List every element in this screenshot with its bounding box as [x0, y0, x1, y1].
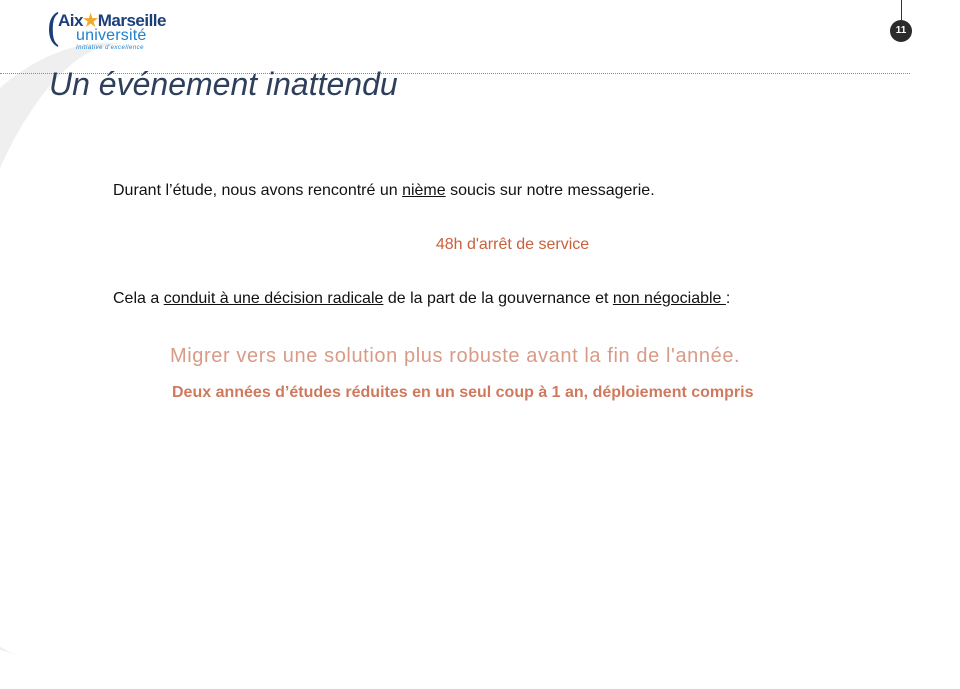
- page-number-stem: [901, 0, 902, 20]
- logo-star-icon: ★: [82, 11, 98, 30]
- p1-underlined: nième: [402, 182, 446, 199]
- p1-text-b: soucis sur notre messagerie.: [445, 182, 655, 199]
- outage-callout: 48h d'arrêt de service: [435, 236, 590, 253]
- paragraph-incident: [113, 182, 655, 200]
- p3-underlined-2: non négociable: [612, 290, 726, 307]
- logo-university: université: [76, 27, 147, 44]
- logo-bracket: (: [46, 6, 61, 50]
- p3-text-a: Cela a: [113, 290, 164, 307]
- logo-marseille: Marseille: [97, 11, 166, 30]
- logo-aix: Aix: [58, 11, 83, 30]
- migration-goal: Migrer vers une solution plus robuste avant la fin de l'année.: [170, 345, 741, 367]
- p3-text-b: de la part de la gouvernance et: [383, 290, 613, 307]
- page-number-badge: 11: [890, 20, 912, 42]
- logo-tagline: Initiative d'excellence: [76, 45, 145, 51]
- p1-text-a: Durant l’étude, nous avons rencontré un: [113, 182, 403, 199]
- slide-title: Un événement inattendu: [49, 66, 398, 102]
- aix-marseille-logo: [46, 8, 176, 52]
- timeline-note: Deux années d’études réduites en un seul coup à 1 an, déploiement compris: [172, 384, 754, 401]
- p3-text-c: :: [725, 290, 731, 307]
- paragraph-decision: [113, 290, 730, 308]
- p3-underlined-1: conduit à une décision radicale: [163, 290, 384, 307]
